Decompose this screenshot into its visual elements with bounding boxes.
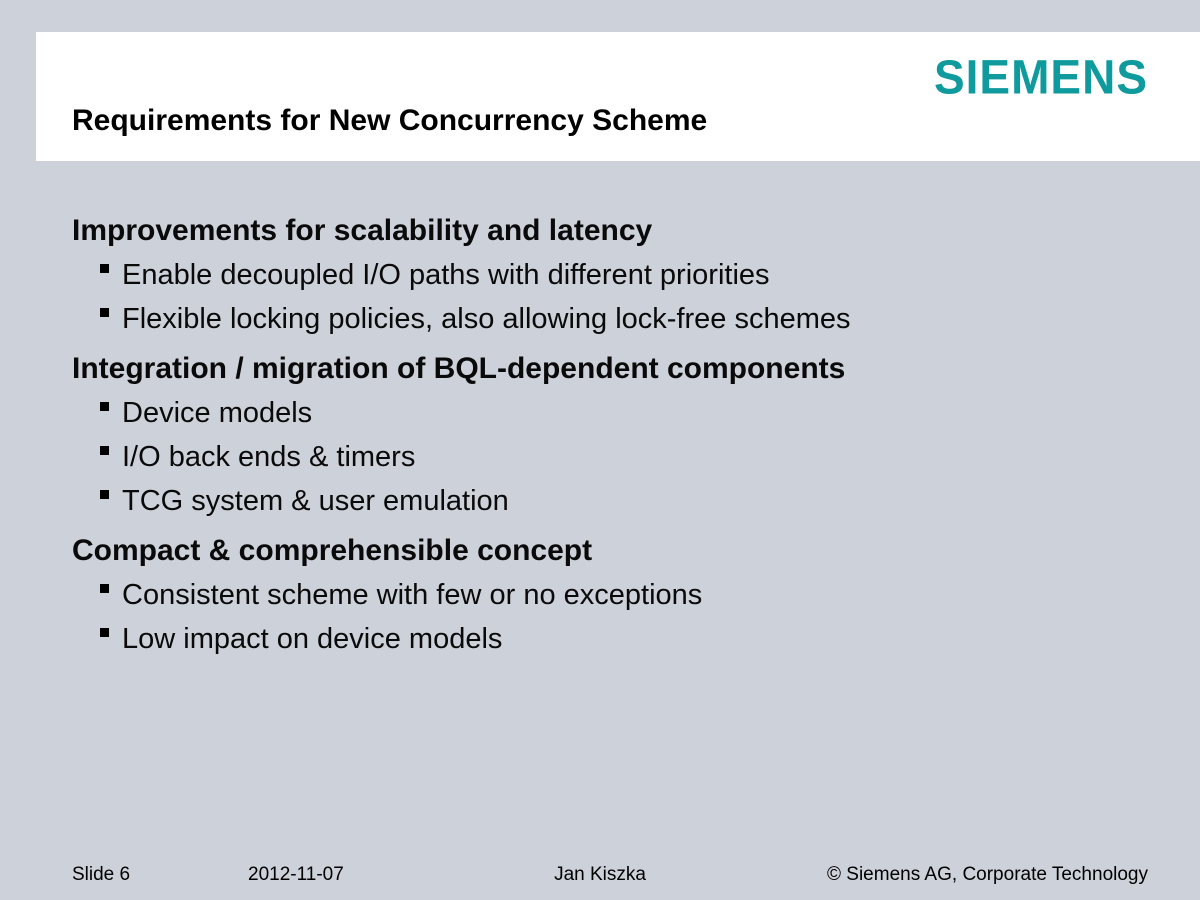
bullet-square-icon	[100, 402, 109, 411]
bullet-item	[72, 617, 1170, 661]
bullet-text: Flexible locking policies, also allowing lock-free schemes	[122, 303, 851, 335]
footer-date: 2012-11-07	[248, 864, 344, 885]
section-heading: Improvements for scalability and latency	[72, 214, 653, 247]
bullet-text: TCG system & user emulation	[122, 485, 509, 517]
siemens-logo: SIEMENS	[933, 49, 1148, 105]
bullet-item	[72, 479, 1170, 523]
header-band	[36, 32, 1200, 161]
slide-number: Slide 6	[72, 864, 131, 885]
bullet-item	[72, 573, 1170, 617]
bullet-square-icon	[100, 446, 109, 455]
bullet-text: Device models	[122, 397, 313, 429]
section-heading: Compact & comprehensible concept	[72, 534, 593, 567]
slide-body	[72, 209, 1170, 661]
bullet-square-icon	[100, 490, 109, 499]
bullet-item	[72, 297, 1170, 341]
slide-footer	[0, 864, 1200, 890]
section-heading: Integration / migration of BQL-dependent components	[72, 352, 846, 385]
bullet-text: Enable decoupled I/O paths with different priorities	[122, 259, 770, 291]
footer-copyright: © Siemens AG, Corporate Technology	[827, 864, 1148, 885]
bullet-item	[72, 391, 1170, 435]
bullet-item	[72, 253, 1170, 297]
bullet-item	[72, 435, 1170, 479]
bullet-text: I/O back ends & timers	[122, 441, 416, 473]
slide-title: Requirements for New Concurrency Scheme	[72, 104, 708, 137]
bullet-text: Low impact on device models	[122, 623, 503, 655]
bullet-square-icon	[100, 584, 109, 593]
bullet-square-icon	[100, 628, 109, 637]
footer-author: Jan Kiszka	[554, 864, 646, 885]
bullet-square-icon	[100, 264, 109, 273]
bullet-text: Consistent scheme with few or no exceptions	[122, 579, 703, 611]
bullet-square-icon	[100, 308, 109, 317]
